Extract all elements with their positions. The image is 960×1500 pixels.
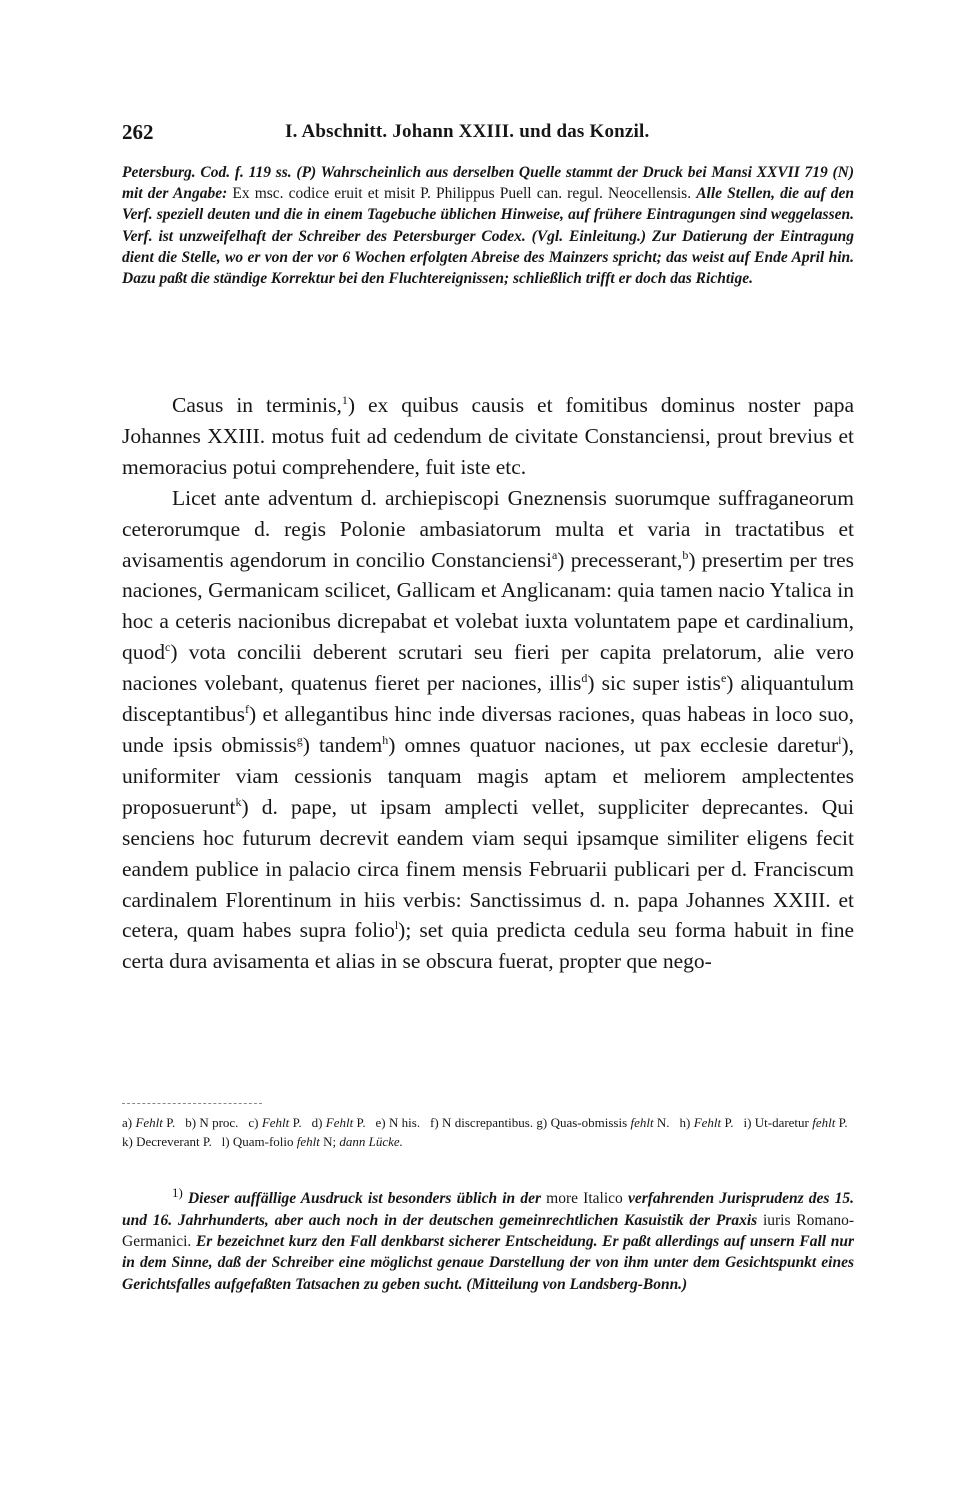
apparatus-ref: f [245, 701, 250, 716]
footnote-separator [122, 1103, 262, 1104]
entry-label: i) [743, 1115, 752, 1130]
footnote-ref: 1 [341, 392, 348, 407]
entry-siglum: P. [838, 1115, 848, 1130]
footnote-latin: more Italico [546, 1190, 623, 1208]
text-run: ) ex quibus causis et fomitibus dominus noster papa Johannes XXIII. motus fuit ad cedendum de civitate Constanciensi, prout brevius et memoracius potui comprehendere, fuit iste etc. [122, 393, 854, 479]
footnote-latin: iuris Romano-Germanici. [122, 1211, 854, 1250]
entry-note: dann Lücke. [339, 1133, 403, 1149]
text-run: ); set quia predicta cedula seu forma habuit in fine certa dura avisamenta et alias in se obscura fuerat, propter que nego- [122, 918, 854, 974]
page-header [122, 120, 854, 146]
entry-reading: N discrepantibus. [442, 1115, 534, 1130]
critical-apparatus [122, 1114, 854, 1151]
text-run: ) et allegantibus hinc inde diversas raciones, quas habeas in loco suo, unde ipsis obmissis [122, 702, 854, 757]
text-run: ) tandem [302, 732, 383, 757]
entry-label: k) [122, 1133, 133, 1149]
footnote [122, 1182, 854, 1295]
page-number: 262 [122, 120, 154, 144]
entry-note: Fehlt [693, 1115, 722, 1130]
entry-label: l) [221, 1133, 230, 1149]
apparatus-ref: h [382, 732, 389, 747]
apparatus-ref: b [682, 547, 689, 562]
editorial-introduction [122, 162, 854, 289]
entry-note: fehlt [812, 1115, 836, 1130]
text-run: ) presertim per tres naciones, Germanicam scilicet, Gallicam et Anglicanam: quia tamen nacio Ytalica in hoc a ceteris nacionibus dicrepabat et volebat iuxta voluntatem pape et cardinalium, quod [122, 547, 855, 665]
entry-reading: N proc. [199, 1115, 239, 1130]
footnote-text: verfahrenden Jurisprudenz des 15. und 16. Jahrhunderts, aber auch noch in der deutschen gemeinrechtlichen Kasuistik der Praxis [122, 1190, 855, 1229]
intro-tail: Alle Stellen, die auf den Verf. speziell deuten und die in einem Tagebuche üblichen Hinweise, auf frühere Eintragungen sind weggelassen. Verf. ist unzweifelhaft der Schreiber des Petersburger Codex. (Vgl. Einleitung.) Zur Datierung der Eintragung dient die Stelle, wo er von der vor 6 Wochen erfolgten Abreise des Mainzers spricht; das weist auf Ende April hin. Dazu paßt die ständige Korrektur bei den Fluchtereignissen; schließlich trifft er doch das Richtige. [122, 185, 855, 288]
entry-label: f) [430, 1115, 439, 1130]
entry-siglum: P. [292, 1115, 302, 1130]
entry-reading: Quas-obmissis [550, 1115, 628, 1130]
entry-label: c) [248, 1115, 259, 1130]
apparatus-ref: d [581, 671, 588, 685]
footnote-number: 1 [172, 1185, 179, 1200]
apparatus-entry-c [248, 1115, 301, 1130]
entry-label: e) [375, 1115, 386, 1130]
intro-paragraph [122, 162, 854, 289]
text-run: Casus in terminis, [172, 393, 342, 417]
apparatus-ref: e [720, 671, 727, 685]
entry-note: Fehlt [135, 1115, 163, 1130]
entry-label: b) [185, 1115, 197, 1130]
apparatus-entry-a [122, 1115, 175, 1130]
entry-reading: Ut-daretur [754, 1115, 809, 1130]
text-run: ) d. pape, ut ipsam amplecti vellet, suppliciter deprecantes. Qui senciens hoc futurum decrevit eandem viam sequi ipsamque similiter eligens fecit eandem publice in palacio circa finem mensis Februarii publicari per d. Franciscum cardinalem Florentinum in hiis verbis: Sanctissimus d. n. papa Johannes XXIII. et cetera, quam habes supra folio [122, 794, 854, 943]
main-paragraph-1 [122, 390, 854, 483]
apparatus-ref: a [551, 547, 558, 562]
footnote-paragraph [122, 1182, 854, 1295]
apparatus-entry-h [680, 1115, 734, 1130]
entry-reading: Quam-folio [232, 1133, 294, 1149]
footnote-ref: l [394, 918, 399, 933]
text-run: ), uniformiter viam cessionis tanquam magis aptam et meliorem amplectentes proposuerunt [122, 732, 855, 819]
entry-note: Fehlt [325, 1115, 354, 1130]
footnote-text: Dieser auffällige Ausdruck ist besonders üblich in der [187, 1190, 541, 1208]
apparatus-entry-i [743, 1115, 847, 1130]
entry-label: a) [122, 1115, 133, 1130]
entry-note: fehlt [296, 1133, 320, 1149]
apparatus-entry-b [185, 1115, 238, 1130]
apparatus-ref: i [838, 732, 842, 747]
entry-siglum: N. [656, 1115, 670, 1130]
entry-note: fehlt [630, 1115, 654, 1130]
apparatus-ref: k [235, 794, 242, 809]
running-title: I. Abschnitt. Johann XXIII. und das Konzil. [285, 121, 650, 142]
text-run: Licet ante adventum d. archiepiscopi Gneznensis suorumque suffraganeorum ceterorumque d. regis Polonie ambasiatorum multa et varia in tractatibus et avisamentis agendorum in concilio Constanciensi [122, 485, 854, 572]
footnote-marker: 1) [172, 1185, 183, 1200]
entry-siglum: P. [166, 1115, 176, 1130]
apparatus-entry-k [122, 1134, 212, 1149]
entry-label: h) [679, 1115, 691, 1130]
apparatus-entry-g [536, 1115, 669, 1130]
footnote-text: Er bezeichnet kurz den Fall denkbarst sicherer Entscheidung. Er paßt allerdings auf unsern Fall nur in dem Sinne, daß der Schreiber eine möglichst genaue Darstellung der von ihm unter dem Gesichtspunkt eines Gerichtsfalles aufgefaßten Tatsachen zu geben sucht. (Mitteilung von Landsberg-Bonn.) [122, 1232, 855, 1293]
apparatus-entry-e [376, 1115, 421, 1130]
intro-lead: Petersburg. Cod. f. 119 ss. (P) Wahrscheinlich aus derselben Quelle stammt der Druck bei Mansi XXVII 719 (N) mit der Angabe: [122, 164, 854, 203]
text-run: ) vota concilii deberent scrutari seu fieri per capita prelatorum, alie vero naciones volebant, quatenus fieret per naciones, illis [122, 640, 854, 696]
entry-label: d) [311, 1115, 323, 1130]
text-run: ) aliquantulum disceptantibus [122, 671, 854, 727]
apparatus-ref: g [296, 732, 303, 747]
text-run: ) sic super istis [587, 671, 721, 696]
entry-note: Fehlt [261, 1115, 290, 1130]
apparatus-entry-f [430, 1115, 533, 1130]
apparatus-entry-l [222, 1134, 403, 1149]
intro-latin-quote: Ex msc. codice eruit et misit P. Philippus Puell can. regul. Neocellensis. [232, 185, 692, 203]
entry-siglum: P. [356, 1115, 366, 1130]
text-run: ) omnes quatuor naciones, ut pax ecclesie daretur [388, 732, 839, 757]
text-run: ) precesserant, [557, 547, 683, 572]
entry-reading: Decreverant P. [136, 1133, 212, 1149]
apparatus-entry-d [312, 1115, 366, 1130]
main-text [122, 390, 854, 977]
main-paragraph-2 [122, 483, 854, 978]
entry-label: g) [536, 1115, 548, 1130]
entry-siglum: N; [323, 1133, 337, 1149]
apparatus-ref: c [165, 640, 171, 655]
entry-siglum: P. [724, 1115, 734, 1130]
entry-reading: N his. [388, 1115, 421, 1130]
